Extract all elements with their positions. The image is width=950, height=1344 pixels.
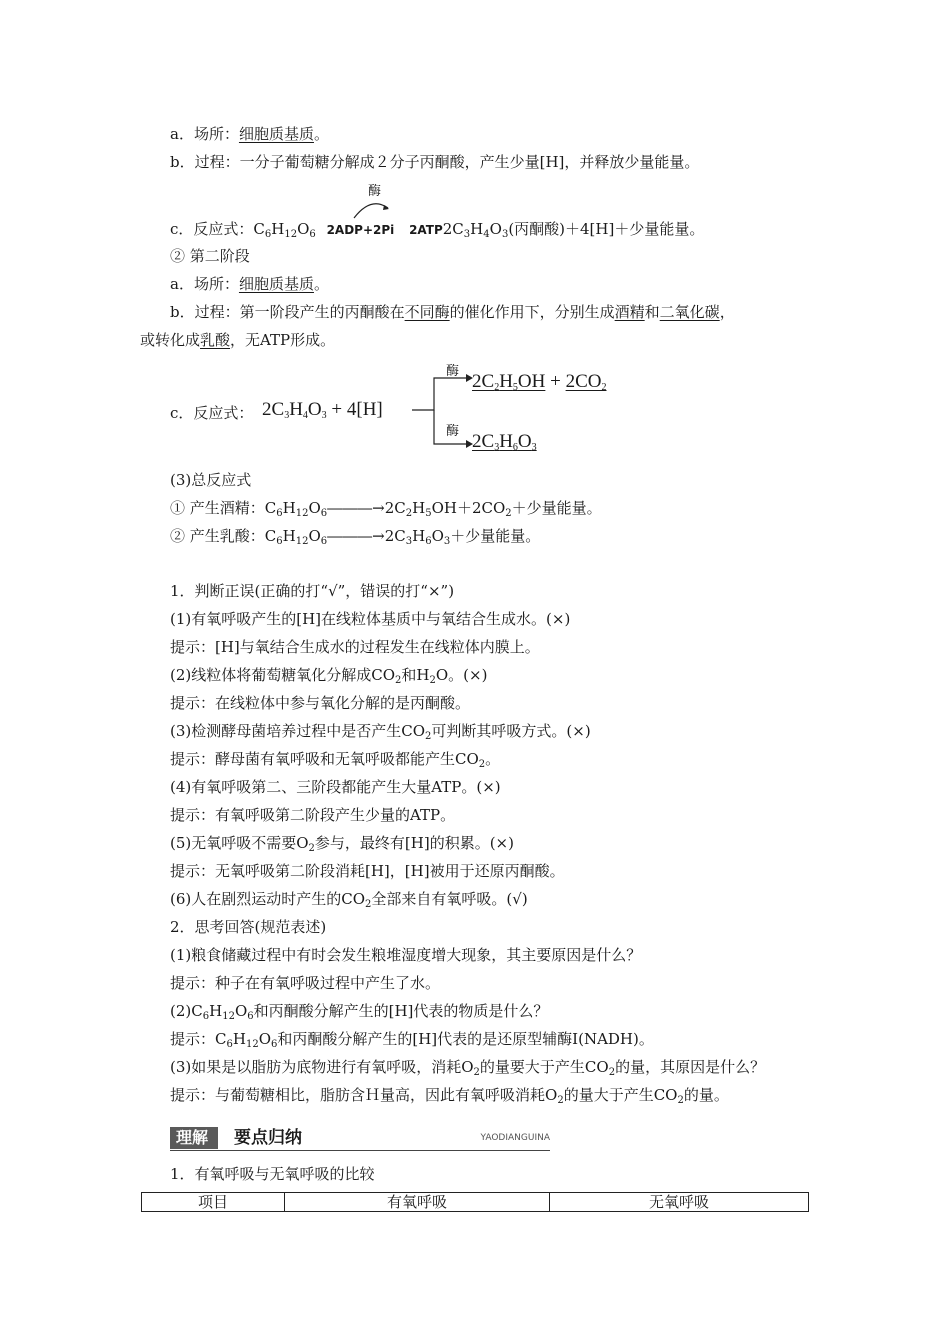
think-h1: 提示：种子在有氧呼吸过程中产生了水。 [170, 974, 441, 992]
total-title: (3)总反应式 [170, 471, 252, 489]
table-header-aerobic: 有氧呼吸 [285, 1193, 550, 1212]
judge-h2: 提示：在线粒体中参与氧化分解的是丙酮酸。 [170, 694, 471, 712]
think-title: 2．思考回答(规范表述) [170, 918, 327, 936]
judge-title: 1．判断正误(正确的打“√”，错误的打“×”) [170, 582, 455, 600]
think-q1: (1)粮食储藏过程中有时会发生粮堆湿度增大现象，其主要原因是什么？ [170, 946, 642, 964]
section-banner [170, 1127, 550, 1151]
table-header-anaerobic: 无氧呼吸 [550, 1193, 809, 1212]
judge-h5: 提示：无氧呼吸第二阶段消耗[H]，[H]被用于还原丙酮酸。 [170, 862, 565, 880]
judge-q3: (3)检测酵母菌培养过程中是否产生$CO_2$可判断其呼吸方式。(×) [170, 722, 591, 742]
stage2-heading: ② 第二阶段 [170, 247, 250, 265]
stage2-enzyme-bottom: 酶 [446, 424, 460, 439]
stage1-location: a．场所：细胞质基质。 [170, 125, 329, 143]
stage2-process: b．过程：第一阶段产生的丙酮酸在不同酶的催化作用下，分别生成酒精和二氧化碳， [170, 303, 735, 321]
table-header-row [142, 1193, 809, 1212]
stage1-reaction-arc [340, 194, 402, 220]
judge-q4: (4)有氧呼吸第二、三阶段都能产生大量ATP。(×) [170, 778, 501, 796]
compare-title: 1．有氧呼吸与无氧呼吸的比较 [170, 1165, 375, 1183]
stage2-location: a．场所：细胞质基质。 [170, 275, 329, 293]
judge-q1: (1)有氧呼吸产生的[H]在线粒体基质中与氧结合生成水。(×) [170, 610, 571, 628]
table-header-item: 项目 [142, 1193, 285, 1212]
think-q3: (3)如果是以脂肪为底物进行有氧呼吸，消耗$O_2$的量要大于产生$CO_2$的量，其原因是什么？ [170, 1058, 766, 1078]
judge-h1: 提示：[H]与氧结合生成水的过程发生在线粒体内膜上。 [170, 638, 540, 656]
judge-h4: 提示：有氧呼吸第二阶段产生少量的ATP。 [170, 806, 456, 824]
stage1-enzyme-label: 酶 [368, 184, 382, 199]
think-h3: 提示：与葡萄糖相比，脂肪含Ｈ量高，因此有氧呼吸消耗$O_2$的量大于产生$CO_2$的量。 [170, 1086, 729, 1106]
compare-table [141, 1192, 809, 1212]
stage2-process-cont: 或转化成乳酸，无ATP形成。 [140, 331, 336, 349]
banner-rule [170, 1150, 550, 1151]
banner-title: 要点归纳 [234, 1128, 302, 1148]
stage2-reaction-label: c．反应式： [170, 404, 254, 422]
banner-tag: 理解 [170, 1127, 218, 1149]
judge-h3: 提示：酵母菌有氧呼吸和无氧呼吸都能产生$CO_2$。 [170, 750, 501, 770]
stage1-reaction: c．反应式：$C_6H_{12}O_6$ 2ADP+2Pi $2ATP2C_3H_4O_3$(丙酮酸)＋4[H]＋少量能量。 [170, 220, 705, 240]
stage1-process: b．过程：一分子葡萄糖分解成２分子丙酮酸，产生少量[H]，并释放少量能量。 [170, 153, 700, 171]
judge-q6: (6)人在剧烈运动时产生的$CO_2$全部来自有氧呼吸。(√) [170, 890, 528, 910]
stage2-enzyme-top: 酶 [446, 364, 460, 379]
total-alcohol: ① 产生酒精：$C_6H_{12}O_6―――\to 2C_2H_5OH+2CO_2+$少量能量。 [170, 499, 602, 519]
think-q2: $(2)C_6H_{12}O_6$和丙酮酸分解产生的[H]代表的物质是什么？ [170, 1002, 549, 1022]
banner-subtitle: YAODIANGUINA [480, 1133, 550, 1143]
stage2-product-alcohol: $2C_2H_5OH + 2CO_2$ [472, 371, 607, 393]
stage2-product-lactic: $2C_3H_6O_3$ [472, 431, 537, 453]
think-h2: 提示：$C_6H_{12}O_6$和丙酮酸分解产生的[H]代表的是还原型辅酶Ⅰ(NADH)。 [170, 1030, 654, 1050]
judge-q5: (5)无氧呼吸不需要$O_2$参与，最终有[H]的积累。(×) [170, 834, 514, 854]
judge-q2: (2)线粒体将葡萄糖氧化分解成$CO_2$和$H_2O$。(×) [170, 666, 488, 686]
total-lactic: ② 产生乳酸：$C_6H_{12}O_6―――\to 2C_3H_6O_3+$少量能量。 [170, 527, 541, 547]
stage2-reactants: $2C_3H_4O_3 + 4[H]$ [262, 399, 383, 421]
